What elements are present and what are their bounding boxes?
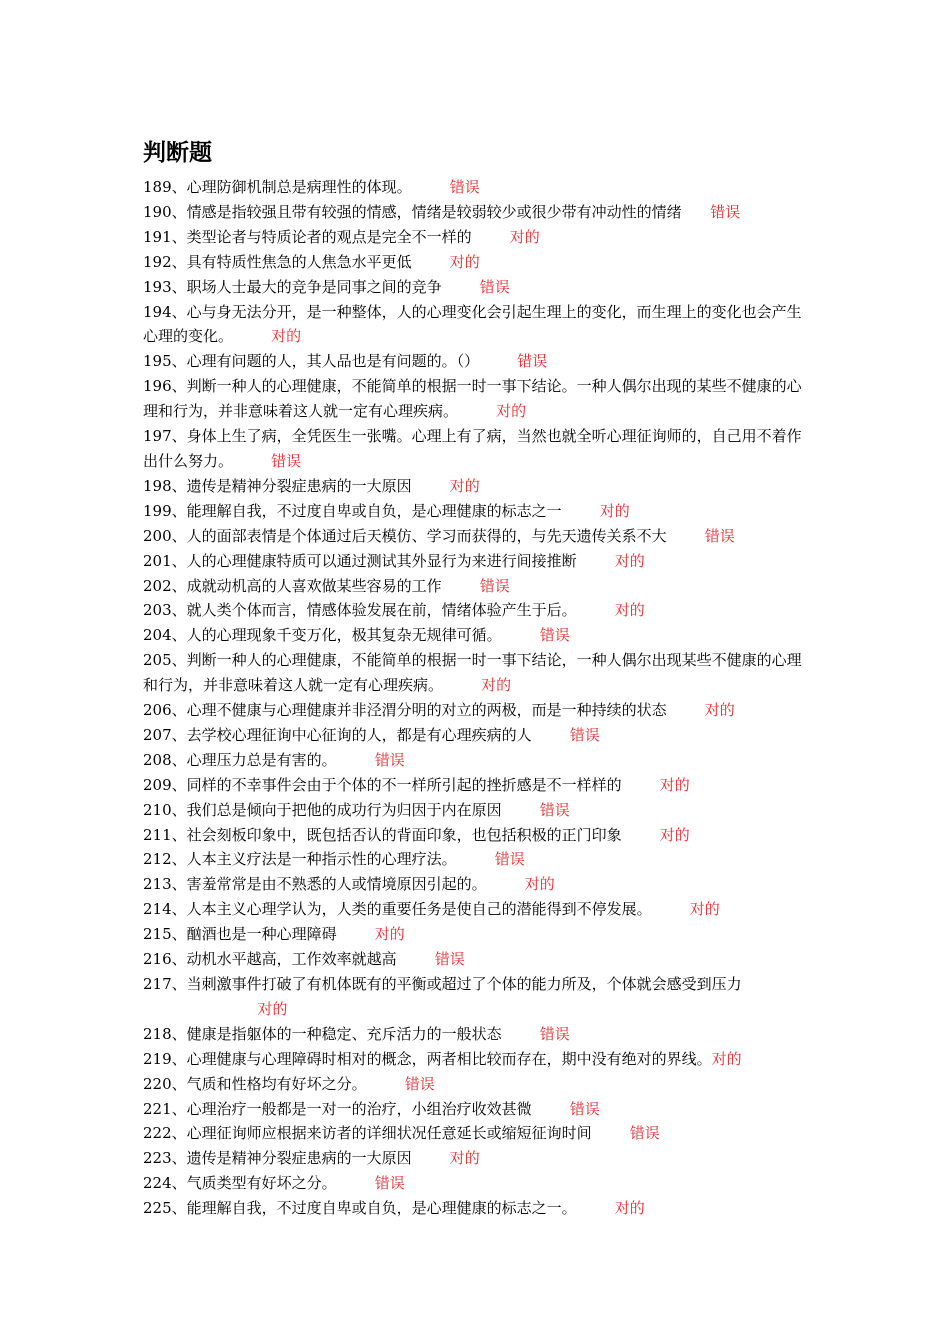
question-item <box>143 723 808 748</box>
answer-gap <box>337 925 375 943</box>
answer-gap <box>502 1025 540 1043</box>
answer-gap <box>337 1174 375 1192</box>
answer-label: 错误 <box>539 800 570 819</box>
question-item <box>143 748 808 773</box>
question-item <box>143 1047 808 1072</box>
question-text: 200、人的面部表情是个体通过后天模仿、学习而获得的，与先天遗传关系不大 <box>143 526 667 545</box>
answer-label: 错误 <box>539 626 570 645</box>
answer-gap <box>479 352 517 370</box>
question-item <box>143 798 808 823</box>
question-text: 191、类型论者与特质论者的观点是完全不一样的 <box>143 227 472 246</box>
question-text: 203、就人类个体而言，情感体验发展在前，情绪体验产生于后。 <box>143 601 577 620</box>
question-text: 195、心理有问题的人，其人品也是有问题的。（） <box>143 352 480 371</box>
question-item <box>143 275 808 300</box>
answer-label: 对的 <box>271 327 302 346</box>
question-item <box>143 175 808 200</box>
question-text: 193、职场人士最大的竞争是同事之间的竞争 <box>143 277 442 296</box>
answer-label: 错误 <box>404 1074 435 1093</box>
question-text: 199、能理解自我，不过度自卑或自负，是心理健康的标志之一 <box>143 501 562 520</box>
question-text: 190、情感是指较强且带有较强的情感，情绪是较弱较少或很少带有冲动性的情绪 <box>143 202 682 221</box>
answer-label: 错误 <box>569 1099 600 1118</box>
answer-label: 错误 <box>539 1024 570 1043</box>
answer-label: 错误 <box>710 202 741 221</box>
answer-gap <box>577 601 615 619</box>
answer-gap <box>532 726 570 744</box>
question-text: 211、社会刻板印象中，既包括否认的背面印象，也包括积极的正门印象 <box>143 825 622 844</box>
answer-label: 对的 <box>689 900 720 919</box>
answer-gap <box>682 203 711 221</box>
answer-gap <box>502 801 540 819</box>
answer-gap <box>367 1075 405 1093</box>
answer-gap <box>412 178 450 196</box>
answer-label: 对的 <box>659 825 690 844</box>
question-item <box>143 623 808 648</box>
answer-gap <box>502 626 540 644</box>
question-text: 201、人的心理健康特质可以通过测试其外显行为来进行间接推断 <box>143 551 577 570</box>
question-text: 196、判断一种人的心理健康，不能简单的根据一时一事下结论。一种人偶尔出现的某些不健康的心理和行为，并非意味着这人就一定有心理疾病。 <box>143 377 802 421</box>
question-item <box>143 773 808 798</box>
answer-gap <box>472 228 510 246</box>
question-text: 198、遗传是精神分裂症患病的一大原因 <box>143 476 412 495</box>
question-text: 192、具有特质性焦急的人焦急水平更低 <box>143 252 412 271</box>
answer-gap <box>667 701 705 719</box>
answer-gap <box>233 452 271 470</box>
question-text: 219、心理健康与心理障碍时相对的概念，两者相比较而存在，期中没有绝对的界线。 <box>143 1049 712 1068</box>
answer-gap <box>412 253 450 271</box>
answer-gap <box>412 1149 450 1167</box>
answer-gap <box>337 751 375 769</box>
answer-gap <box>532 1100 570 1118</box>
question-text: 205、判断一种人的心理健康，不能简单的根据一时一事下结论，一种人偶尔出现某些不健康的心理和行为，并非意味着这人就一定有心理疾病。 <box>143 651 802 695</box>
answer-gap <box>562 502 600 520</box>
answer-gap <box>458 402 496 420</box>
answer-label: 对的 <box>599 501 630 520</box>
question-item <box>143 922 808 947</box>
answer-label: 错误 <box>374 750 405 769</box>
question-text: 216、动机水平越高，工作效率就越高 <box>143 950 397 969</box>
answer-label: 对的 <box>374 925 405 944</box>
question-item <box>143 1072 808 1097</box>
question-item <box>143 823 808 848</box>
question-text: 213、害羞常常是由不熟悉的人或情境原因引起的。 <box>143 875 487 894</box>
answer-label: 对的 <box>449 476 480 495</box>
answer-label: 错误 <box>629 1124 660 1143</box>
answer-label: 对的 <box>704 701 735 720</box>
question-item <box>143 574 808 599</box>
question-text: 221、心理治疗一般都是一对一的治疗，小组治疗收效甚微 <box>143 1099 532 1118</box>
question-item <box>143 598 808 623</box>
answer-gap <box>442 278 480 296</box>
answer-label: 对的 <box>449 1149 480 1168</box>
question-text: 204、人的心理现象千变万化，极其复杂无规律可循。 <box>143 626 502 645</box>
answer-gap <box>457 850 495 868</box>
answer-label: 对的 <box>481 676 512 695</box>
answer-gap <box>443 676 481 694</box>
question-item <box>143 200 808 225</box>
answer-gap <box>143 1000 257 1018</box>
question-text: 208、心理压力总是有害的。 <box>143 750 337 769</box>
question-text: 209、同样的不幸事件会由于个体的不一样所引起的挫折感是不一样样的 <box>143 775 622 794</box>
answer-label: 错误 <box>704 526 735 545</box>
question-item <box>143 524 808 549</box>
answer-label: 对的 <box>711 1049 742 1068</box>
question-item <box>143 549 808 574</box>
answer-gap <box>577 552 615 570</box>
answer-label: 错误 <box>374 1174 405 1193</box>
answer-label: 对的 <box>496 402 527 421</box>
question-text: 212、人本主义疗法是一种指示性的心理疗法。 <box>143 850 457 869</box>
question-item <box>143 424 808 474</box>
question-item <box>143 947 808 972</box>
page-heading: 判断题 <box>143 140 212 166</box>
question-item <box>143 250 808 275</box>
question-text: 215、酗酒也是一种心理障碍 <box>143 925 337 944</box>
question-text: 225、能理解自我，不过度自卑或自负，是心理健康的标志之一。 <box>143 1199 577 1218</box>
question-item <box>143 847 808 872</box>
question-text: 210、我们总是倾向于把他的成功行为归因于内在原因 <box>143 800 502 819</box>
answer-label: 对的 <box>449 252 480 271</box>
answer-gap <box>622 826 660 844</box>
answer-label: 对的 <box>509 227 540 246</box>
question-item <box>143 1121 808 1146</box>
answer-label: 错误 <box>479 277 510 296</box>
question-text: 189、心理防御机制总是病理性的体现。 <box>143 178 412 196</box>
question-text: 206、心理不健康与心理健康并非泾渭分明的对立的两极，而是一种持续的状态 <box>143 701 667 720</box>
answer-label: 错误 <box>494 850 525 869</box>
question-item <box>143 300 808 350</box>
question-text: 197、身体上生了病，全凭医生一张嘴。心理上有了病，当然也就全听心理征询师的，自己用不着作出什么努力。 <box>143 427 802 470</box>
question-item <box>143 349 808 374</box>
question-item <box>143 1097 808 1122</box>
question-item <box>143 499 808 524</box>
question-text: 202、成就动机高的人喜欢做某些容易的工作 <box>143 576 442 595</box>
answer-label: 对的 <box>524 875 555 894</box>
answer-label: 对的 <box>614 551 645 570</box>
answer-label: 对的 <box>659 775 690 794</box>
question-text: 194、心与身无法分开，是一种整体，人的心理变化会引起生理上的变化，而生理上的变化也会产生心理的变化。 <box>143 302 802 346</box>
answer-gap <box>622 776 660 794</box>
answer-gap <box>442 577 480 595</box>
question-text: 223、遗传是精神分裂症患病的一大原因 <box>143 1149 412 1168</box>
answer-gap <box>592 1124 630 1142</box>
answer-label: 错误 <box>569 725 600 744</box>
question-text: 214、人本主义心理学认为，人类的重要任务是使自己的潜能得到不停发展。 <box>143 900 652 919</box>
answer-label: 错误 <box>517 352 548 371</box>
answer-label: 错误 <box>449 178 480 196</box>
question-text: 222、心理征询师应根据来访者的详细状况任意延长或缩短征询时间 <box>143 1124 592 1143</box>
answer-label: 对的 <box>257 999 288 1018</box>
question-item <box>143 972 808 1022</box>
question-text: 218、健康是指躯体的一种稳定、充斥活力的一般状态 <box>143 1024 502 1043</box>
question-item <box>143 1196 808 1221</box>
answer-gap <box>233 327 271 345</box>
question-item <box>143 872 808 897</box>
question-item <box>143 1022 808 1047</box>
answer-label: 错误 <box>271 451 302 470</box>
answer-gap <box>397 950 435 968</box>
document-page <box>143 135 808 1221</box>
question-item <box>143 897 808 922</box>
question-item <box>143 698 808 723</box>
question-text: 220、气质和性格均有好坏之分。 <box>143 1074 367 1093</box>
answer-gap <box>487 875 525 893</box>
answer-gap <box>667 527 705 545</box>
question-item <box>143 225 808 250</box>
answer-gap <box>577 1199 615 1217</box>
question-list <box>143 175 808 1221</box>
question-text: 224、气质类型有好坏之分。 <box>143 1174 337 1193</box>
question-item <box>143 1171 808 1196</box>
answer-label: 对的 <box>614 1199 645 1218</box>
question-text: 217、当刺激事件打破了有机体既有的平衡或超过了个体的能力所及，个体就会感受到压力 <box>143 975 742 993</box>
question-item <box>143 474 808 499</box>
answer-gap <box>412 477 450 495</box>
answer-label: 错误 <box>479 576 510 595</box>
answer-gap <box>652 900 690 918</box>
question-text: 207、去学校心理征询中心征询的人，都是有心理疾病的人 <box>143 725 532 744</box>
answer-label: 对的 <box>614 601 645 620</box>
answer-label: 错误 <box>434 950 465 969</box>
question-item <box>143 1146 808 1171</box>
question-item <box>143 648 808 698</box>
question-item <box>143 374 808 424</box>
